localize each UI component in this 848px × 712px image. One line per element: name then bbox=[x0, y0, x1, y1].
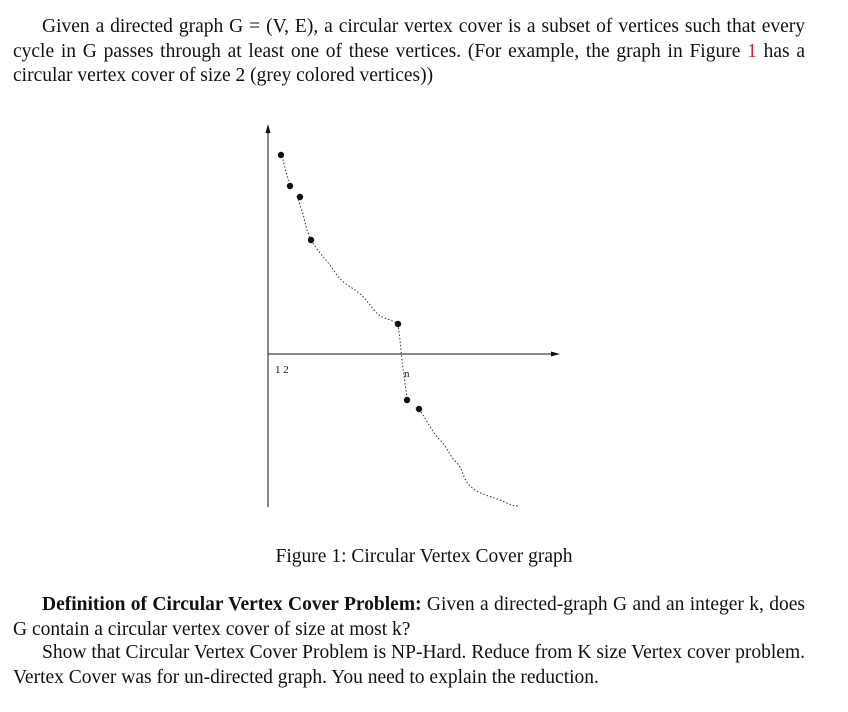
tick-label-n: n bbox=[404, 368, 410, 380]
vertex bbox=[404, 397, 410, 403]
edge-upper-start bbox=[282, 156, 290, 186]
vertex bbox=[395, 321, 401, 327]
definition-text: Given a directed-graph G and an integer k, does G contain a circular vertex cover of size at most k? bbox=[13, 594, 805, 640]
definition-paragraph bbox=[13, 593, 805, 642]
definition-heading: Definition of Circular Vertex Cover Problem: bbox=[42, 594, 422, 615]
edge-upper-mid bbox=[297, 196, 311, 240]
graph-vertices bbox=[278, 152, 422, 412]
intro-text-after-ref: has a circular vertex cover of size 2 (grey colored vertices)) bbox=[13, 40, 805, 86]
vertex bbox=[308, 237, 314, 243]
edge-middle bbox=[398, 324, 407, 398]
vertex bbox=[416, 406, 422, 412]
figure-reference-link[interactable]: 1 bbox=[747, 40, 757, 62]
tick-label-1-2: 1 2 bbox=[275, 364, 289, 376]
intro-text-before-ref: Given a directed graph G = (V, E), a circular vertex cover is a subset of vertices such that every cycle in G passes through at least one of these vertices. (For example, the graph in Figure bbox=[13, 16, 805, 62]
graph-edges bbox=[282, 156, 518, 506]
x-axis bbox=[268, 352, 560, 357]
figure-caption: Figure 1: Circular Vertex Cover graph bbox=[275, 546, 573, 567]
edge-upper-wavy bbox=[311, 240, 398, 324]
y-axis bbox=[266, 124, 271, 507]
vertex bbox=[297, 194, 303, 200]
vertex bbox=[287, 183, 293, 189]
task-paragraph: Show that Circular Vertex Cover Problem is NP-Hard. Reduce from K size Vertex cover problem. Vertex Cover was for un-directed graph. You need to explain the reduction. bbox=[13, 642, 805, 688]
edge-lower-wavy bbox=[419, 409, 518, 506]
vertex bbox=[278, 152, 284, 158]
